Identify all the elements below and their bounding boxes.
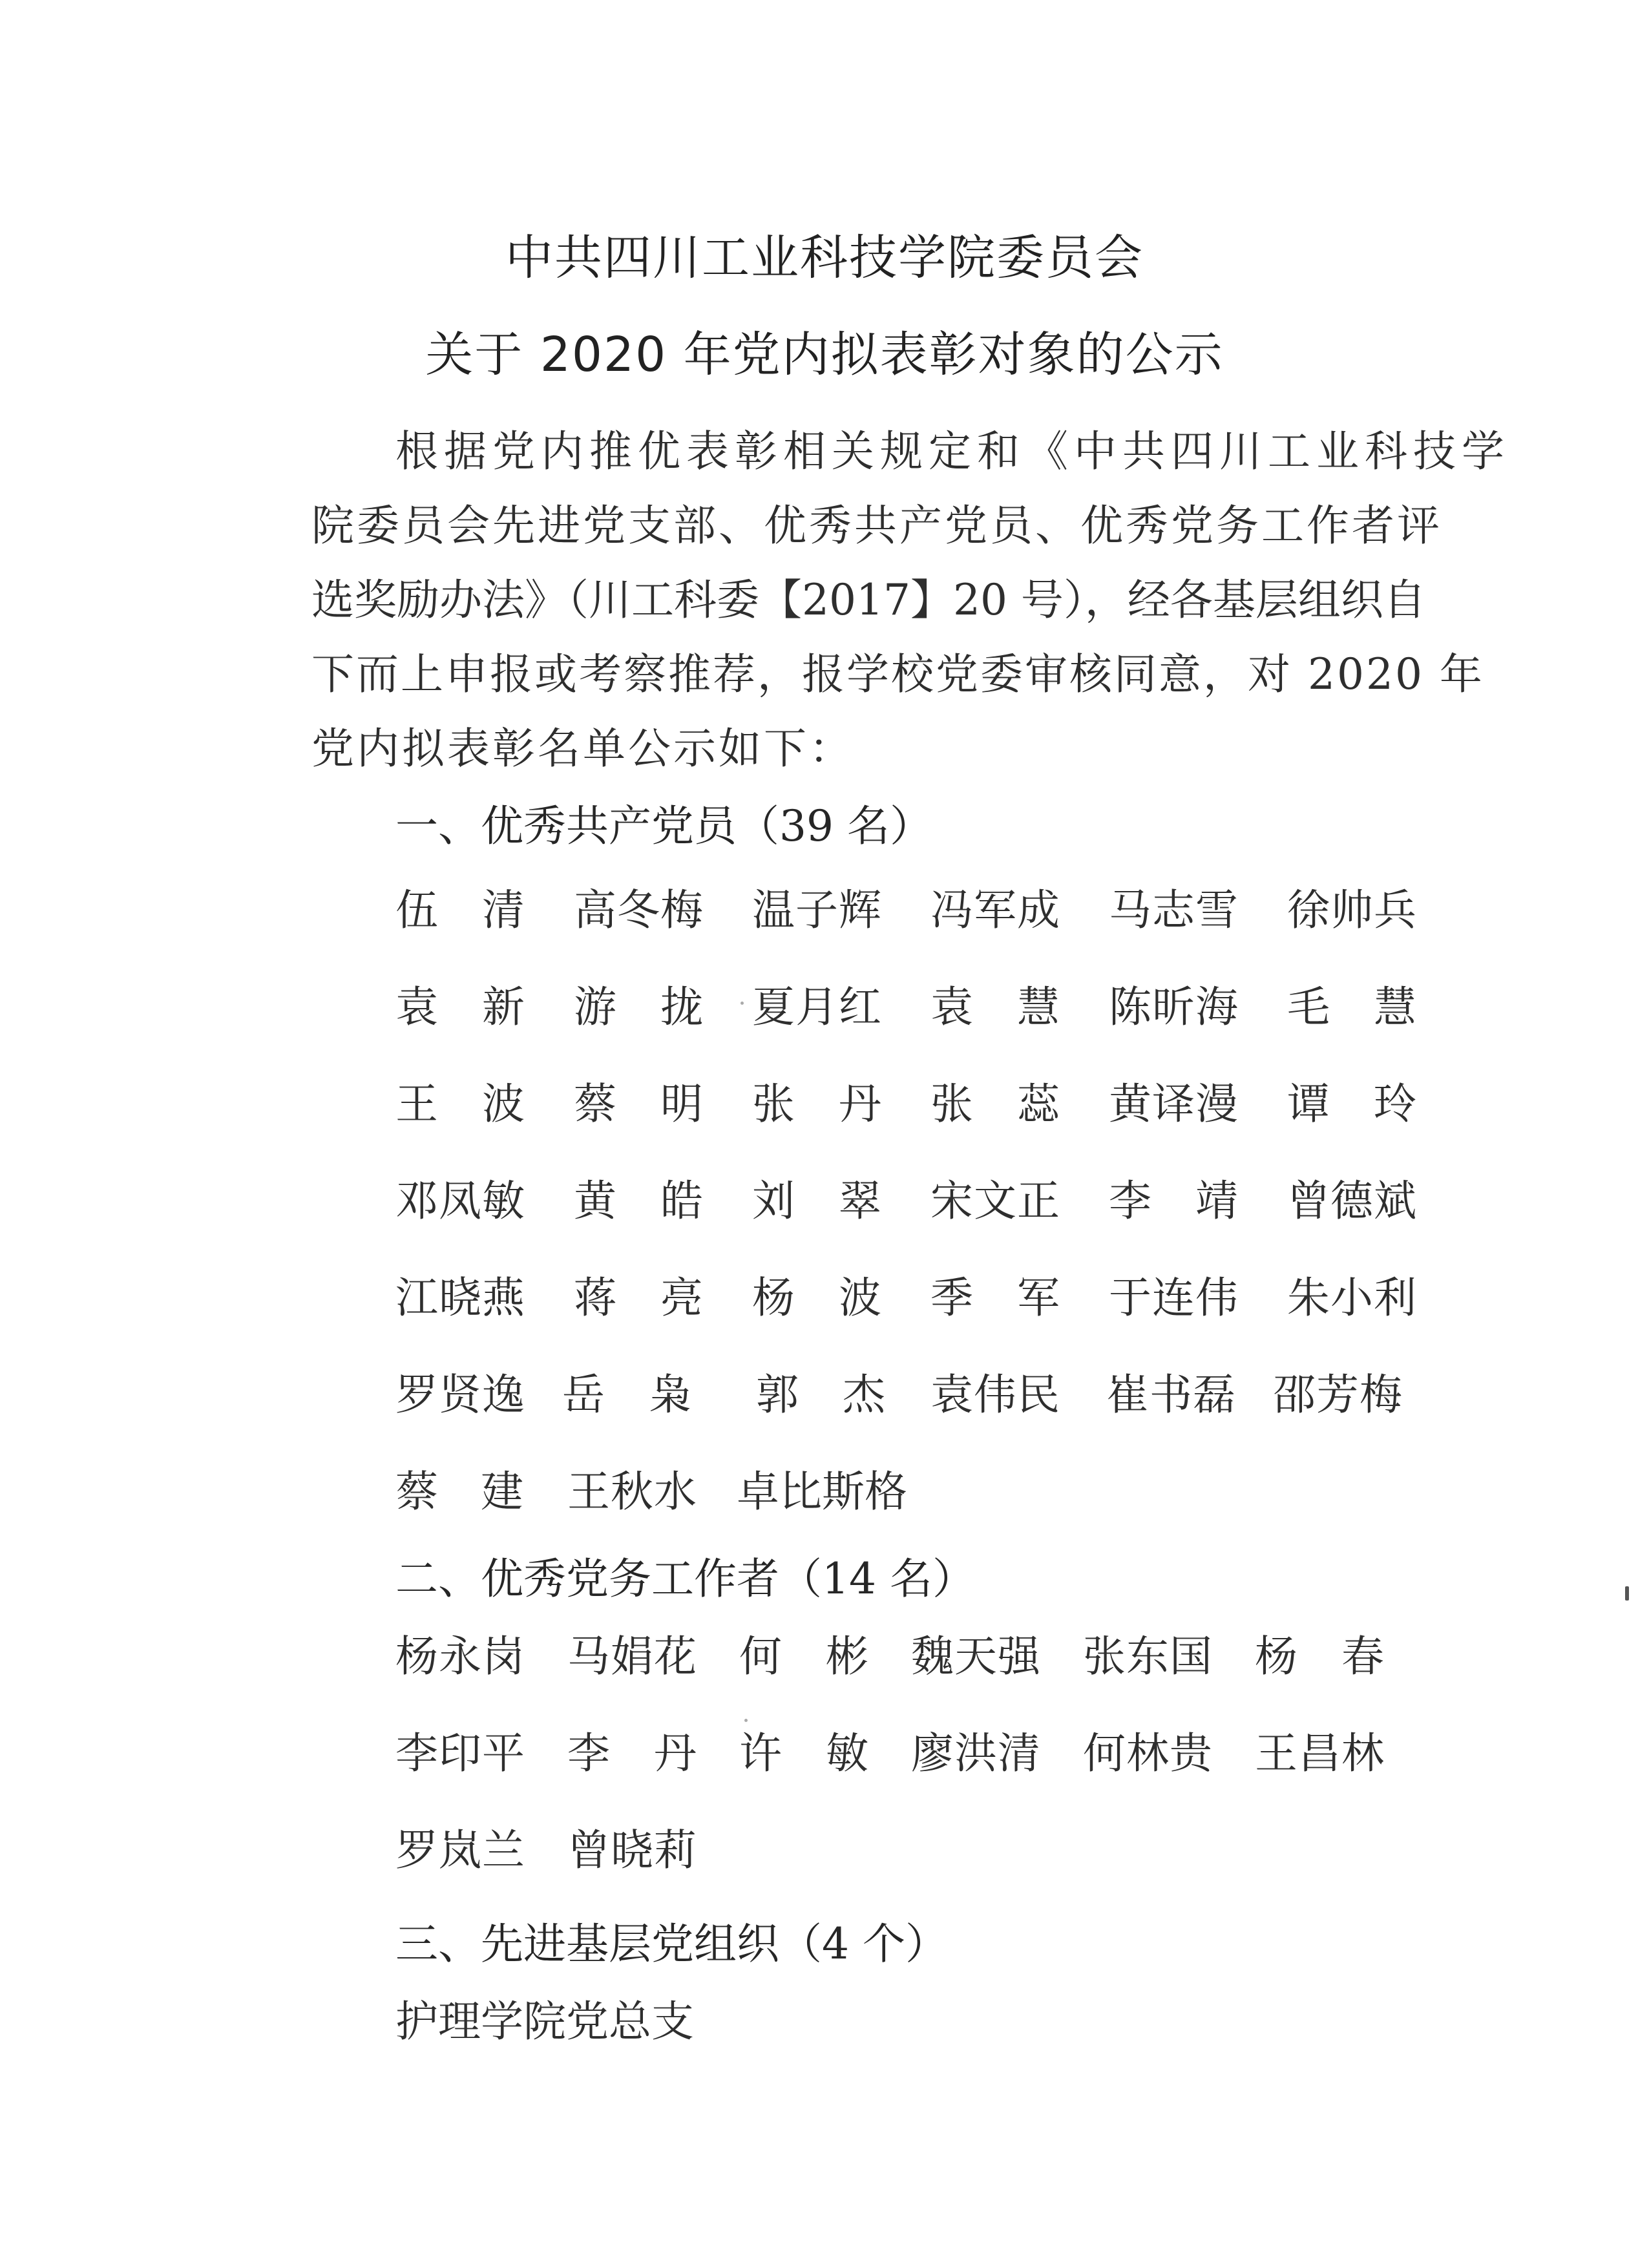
member-name: 杨 波 (752, 1273, 881, 1323)
member-name: 陈昕海 (1109, 982, 1238, 1032)
member-name: 崔书磊 (1106, 1370, 1235, 1420)
member-name: 曾德斌 (1287, 1176, 1416, 1226)
member-name: 毛 慧 (1287, 982, 1416, 1032)
worker-name: 曾晓莉 (567, 1825, 697, 1875)
member-name: 邵芳梅 (1273, 1370, 1402, 1420)
scan-speck (740, 1002, 744, 1005)
worker-name: 李印平 (395, 1728, 525, 1778)
member-name: 于连伟 (1109, 1273, 1238, 1323)
intro-line-1: 根据党内推优表彰相关规定和《中共四川工业科技学 (395, 426, 1510, 476)
worker-name: 张东国 (1083, 1632, 1212, 1681)
worker-name: 王昌林 (1255, 1728, 1384, 1778)
member-name: 伍 清 (395, 885, 525, 935)
member-name: 朱小利 (1287, 1273, 1416, 1323)
member-name: 刘 翠 (752, 1176, 881, 1226)
section1-heading: 一、优秀共产党员（39 名） (395, 801, 932, 851)
member-name: 袁 新 (395, 982, 525, 1032)
member-name: 季 军 (930, 1273, 1060, 1323)
member-name: 李 靖 (1109, 1176, 1238, 1226)
intro-line-2: 院委员会先进党支部、优秀共产党员、优秀党务工作者评 (311, 501, 1442, 551)
member-name: 张 蕊 (930, 1079, 1060, 1129)
member-name: 张 丹 (752, 1079, 881, 1129)
section3-heading: 三、先进基层党组织（4 个） (395, 1919, 948, 1969)
member-name: 高冬梅 (574, 885, 703, 935)
member-name: 黄 皓 (574, 1176, 703, 1226)
member-name: 邓凤敏 (395, 1176, 525, 1226)
worker-name: 李 丹 (567, 1728, 697, 1778)
intro-line-3: 选奖励办法》（川工科委【2017】20 号），经各基层组织自 (311, 575, 1426, 625)
member-name: 谭 玲 (1287, 1079, 1416, 1129)
member-name: 罗贤逸 (395, 1370, 525, 1420)
worker-name: 何林贵 (1083, 1728, 1212, 1778)
member-name: 袁伟民 (930, 1370, 1060, 1420)
member-name: 江晓燕 (395, 1273, 525, 1323)
worker-name: 廖洪清 (911, 1728, 1040, 1778)
worker-name: 许 敏 (739, 1728, 868, 1778)
worker-name: 罗岚兰 (395, 1825, 525, 1875)
member-name: 温子辉 (752, 885, 881, 935)
member-name: 王 波 (395, 1079, 525, 1129)
worker-name: 何 彬 (739, 1632, 868, 1681)
member-name: 蒋 亮 (574, 1273, 703, 1323)
worker-name: 杨永岗 (395, 1632, 525, 1681)
worker-name: 马娟花 (567, 1632, 697, 1681)
member-name: 黄译漫 (1109, 1079, 1238, 1129)
member-name: 岳 枭 (562, 1370, 691, 1420)
intro-line-4: 下而上申报或考察推荐，报学校党委审核同意，对 2020 年 (311, 649, 1484, 699)
member-name: 游 拢 (574, 982, 703, 1032)
scan-speck (1625, 1586, 1629, 1601)
member-name: 蔡 明 (574, 1079, 703, 1129)
member-name: 夏月红 (752, 982, 881, 1032)
member-name: 蔡 建 (395, 1467, 523, 1517)
member-name: 马志雪 (1109, 885, 1238, 935)
member-name: 袁 慧 (930, 982, 1060, 1032)
member-name: 王秋水 (567, 1467, 697, 1517)
document-title-line1: 中共四川工业科技学院委员会 (505, 230, 1144, 286)
section2-heading: 二、优秀党务工作者（14 名） (395, 1554, 975, 1604)
scan-speck (744, 1719, 748, 1722)
member-name: 郭 杰 (756, 1370, 885, 1420)
member-name: 徐帅兵 (1287, 885, 1416, 935)
document-title-line2: 关于 2020 年党内拟表彰对象的公示 (425, 327, 1224, 383)
member-name: 宋文正 (930, 1176, 1060, 1226)
organization-item: 护理学院党总支 (395, 1997, 694, 2046)
worker-name: 魏天强 (911, 1632, 1040, 1681)
intro-line-5: 党内拟表彰名单公示如下： (311, 724, 854, 773)
member-name: 冯军成 (930, 885, 1060, 935)
member-name: 卓比斯格 (737, 1467, 907, 1517)
worker-name: 杨 春 (1255, 1632, 1384, 1681)
